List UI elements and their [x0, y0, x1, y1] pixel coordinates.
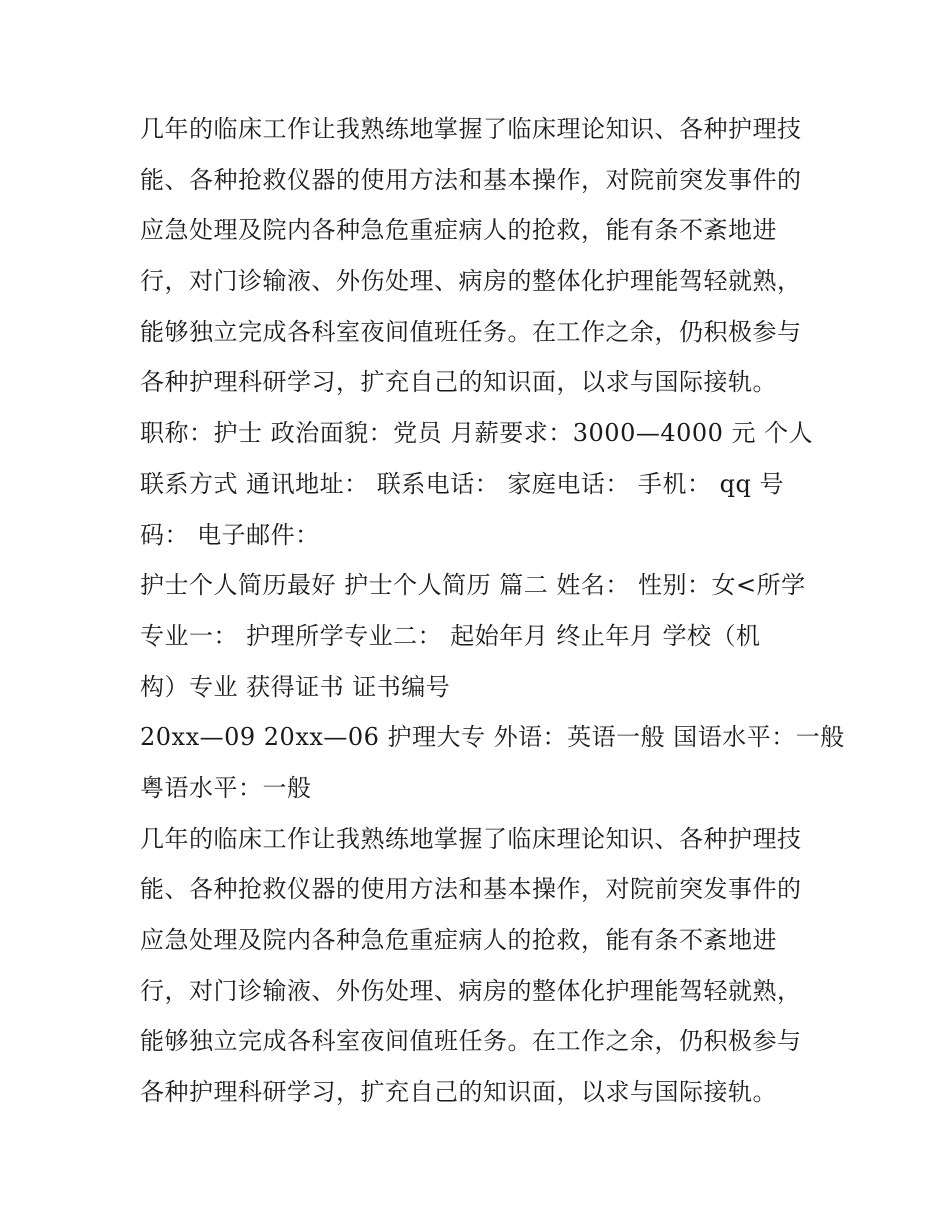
text-line: 能、各种抢救仪器的使用方法和基本操作，对院前突发事件的 [140, 875, 802, 904]
text-line: 能够独立完成各科室夜间值班任务。在工作之余，仍积极参与 [140, 1027, 802, 1056]
text-line: 构）专业 获得证书 证书编号 [140, 672, 451, 701]
text-line: 码： 电子邮件： [140, 520, 320, 549]
paragraph-experience-repeat [140, 814, 816, 1118]
text-line: 联系方式 通讯地址： 联系电话： 家庭电话： 手机： qq 号 [140, 469, 784, 498]
paragraph-contact-info [140, 408, 816, 560]
text-line: 能够独立完成各科室夜间值班任务。在工作之余，仍积极参与 [140, 317, 802, 346]
text-line: 行，对门诊输液、外伤处理、病房的整体化护理能驾轻就熟， [140, 267, 802, 296]
text-line: 几年的临床工作让我熟练地掌握了临床理论知识、各种护理技 [140, 115, 802, 143]
paragraph-experience [140, 104, 816, 408]
text-line: 应急处理及院内各种急危重症病人的抢救，能有条不紊地进 [140, 926, 777, 954]
text-line: 能、各种抢救仪器的使用方法和基本操作，对院前突发事件的 [140, 165, 802, 194]
paragraph-education [140, 712, 845, 813]
paragraph-resume-header [140, 560, 816, 712]
text-line: 各种护理科研学习，扩充自己的知识面，以求与国际接轨。 [140, 1078, 777, 1107]
text-line: 行，对门诊输液、外伤处理、病房的整体化护理能驾轻就熟， [140, 976, 802, 1005]
text-line: 20xx—09 20xx—06 护理大专 外语：英语一般 国语水平：一般 [140, 723, 845, 752]
text-line: 专业一： 护理所学专业二： 起始年月 终止年月 学校（机 [140, 621, 761, 650]
text-line: 粤语水平：一般 [140, 773, 312, 802]
text-line: 护士个人简历最好 护士个人简历 篇二 姓名： 性别：女<所学 [140, 571, 806, 600]
text-line: 几年的临床工作让我熟练地掌握了临床理论知识、各种护理技 [140, 824, 802, 853]
text-line: 各种护理科研学习，扩充自己的知识面，以求与国际接轨。 [140, 368, 777, 397]
document-body [140, 104, 845, 1118]
text-line: 应急处理及院内各种急危重症病人的抢救，能有条不紊地进 [140, 216, 777, 245]
text-line: 职称：护士 政治面貌：党员 月薪要求：3000—4000 元 个人 [140, 419, 814, 448]
